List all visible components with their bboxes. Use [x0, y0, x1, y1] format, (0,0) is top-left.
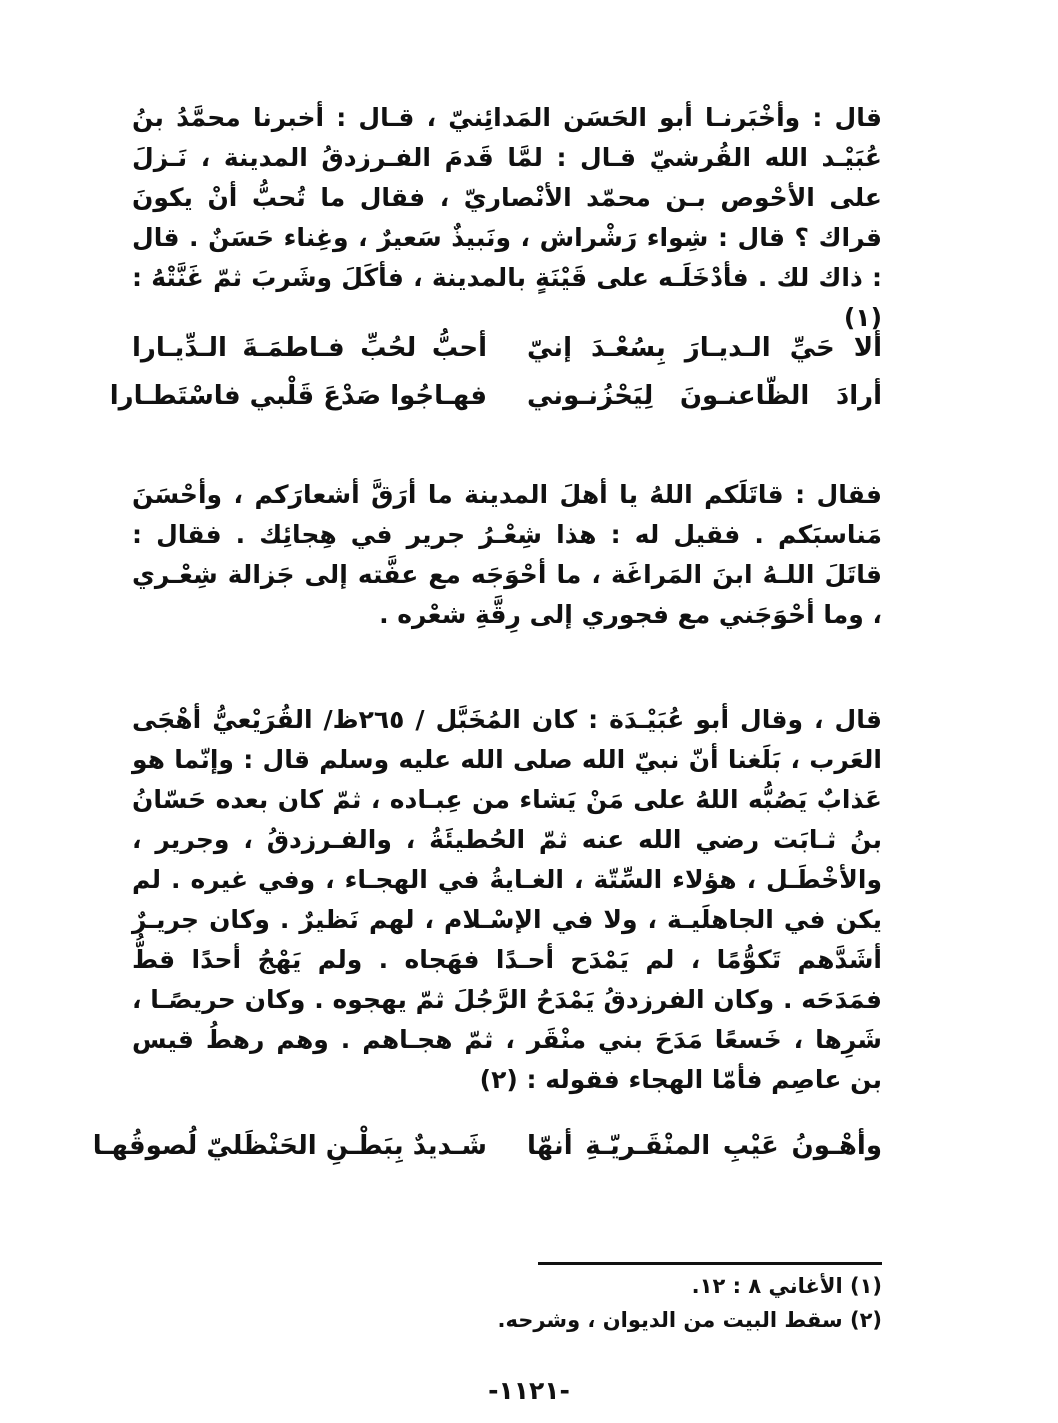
page-number: -١١٢١- — [488, 1376, 570, 1405]
verse-line — [109, 376, 882, 416]
footnote-2: (٢) سقط البيت من الديوان ، وشرحه. — [497, 1308, 882, 1332]
paragraph-farazdaq-response: فقال : قاتَلَكم اللهُ يا أهلَ المدينة ما أرَقَّ أشعارَكم ، وأحْسَنَ مَناسبَكم . فقيل له : هذا شِعْـرُ جرير في هِجائِك . فقال : قاتَلَ اللـهُ ابنَ المَراغَة ، ما أحْوَجَه مع عفَّته إلى جَزالة شِعْـري ، وما أحْوَجَني مع فجوري إلى رِقَّةِ شعْره . — [132, 480, 882, 629]
verse-first-hemistich: وأهْـونُ عَيْبِ المنْقَـريّـةِ أنهّا — [527, 1131, 882, 1161]
footnote-1: (١) الأغاني ٨ : ١٢. — [691, 1274, 882, 1298]
verse-second-hemistich: شَـديدٌ بِبَطْـنِ الحَنْظَليّ لُصوقُهـا — [92, 1131, 487, 1161]
verse-first-hemistich: ألا حَيِّ الـديـارَ بِسُعْـدَ إنيّ — [527, 333, 882, 363]
paragraph-abu-ubayda: قال ، وقال أبو عُبَيْـدَة : كان المُخَبَّل / ٢٦٥ظ/ القُرَيْعيُّ أهْجَى العَرب ، بَلَغنا أنّ نبيّ الله صلى الله عليه وسلم قال : وإنّما هو عَذابٌ يَصُبُّه اللهُ على مَنْ يَشاء من عِبـاده ، ثمّ كان بعده حَسّانُ بنُ ثـابَت رضي الله عنه ثمّ الحُطيئَةُ ، والفـرزدقُ ، وجرير ، والأخْطَـل ، هؤلاء السِّتّة ، الغـايةُ في الهجـاء ، وفي غيره . لم يكن في الجاهلَيـة ، ولا في الإسْـلام ، لهم نَظيرٌ . وكان جريـرٌ أشَدَّهم تَكوُّمًا ، لم يَمْدَح أحـدًا فهَجاه . ولم يَهْجُ أحدًا قطُّ فمَدَحَه . وكان الفرزدقُ يَمْدَحُ الرَّجُلَ ثمّ يهجوه . وكان حريصًـا ، شَرِها ، خَسعًا مَدَحَ بني منْقَر ، ثمّ هجـاهم . وهم رهطُ قيس بن عاصِم فأمّا الهجاء فقوله : (٢) — [132, 705, 882, 1094]
verse-first-hemistich: أرادَ الظّاعنـونَ لِيَحْزُنـوني — [527, 381, 882, 411]
footnote-separator — [538, 1262, 882, 1265]
verse-line — [132, 328, 882, 368]
paragraph-farazdaq-medina: قال : وأخْبَرنـا أبو الحَسَن المَدائِنيّ ، قـال : أخبرنا محمَّدُ بنُ عُبَيْـد الله القُرشيّ قـال : لمَّا قَدمَ الفـرزدقُ المدينة ، نَـزلَ على الأحْوص بـن محمّد الأنْصاريّ ، فقال ما تُحبُّ أنْ يكونَ قراك ؟ قال : شِواء رَشْراش ، ونَبيذٌ سَعيرٌ ، وغِناء حَسَنٌ . قال : ذاك لك . فأدْخَلَـه على قَيْنَةٍ بالمدينة ، فأكَلَ وشَربَ ثمّ غَنَّتْهُ : (١) — [132, 103, 882, 332]
verse-line — [92, 1126, 882, 1166]
verse-second-hemistich: فهـاجُوا صَدْعَ قَلْبي فاسْتَطـارا — [109, 381, 487, 411]
verse-second-hemistich: أحبُّ لحُبِّ فـاطمَـةَ الـدِّيـارا — [132, 333, 487, 363]
